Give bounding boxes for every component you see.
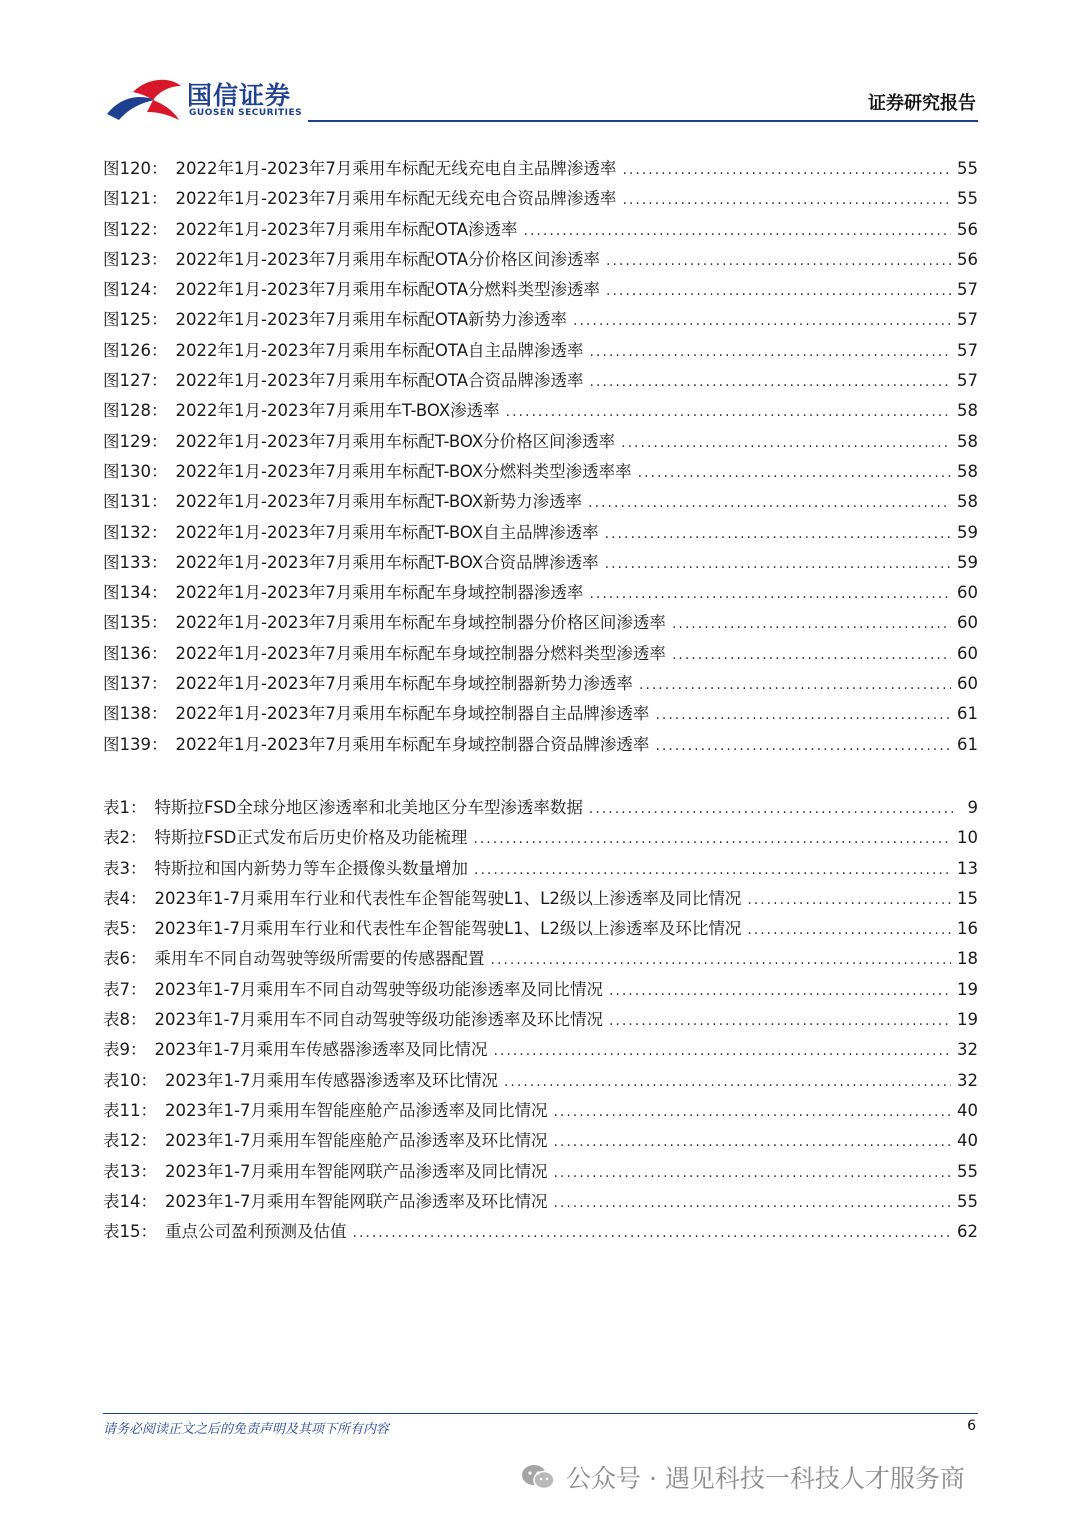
dot-leader [589,794,954,824]
dot-leader [605,519,951,549]
toc-entry-title: 2022年1月-2023年7月乘用车标配车身域控制器分价格区间渗透率 [175,613,666,633]
toc-entry-label: 表3： [103,858,147,878]
toc-entry-page: 61 [957,704,978,724]
toc-entry-page: 58 [957,492,978,512]
toc-entry-label: 图132： [103,522,168,542]
figure-toc-entry[interactable] [103,366,978,396]
toc-entry-label: 表5： [103,919,147,939]
toc-entry-page: 57 [957,280,978,300]
toc-entry-page: 55 [957,189,978,209]
toc-entry-label: 图123： [103,249,168,269]
toc-entry-label: 表4： [103,888,147,908]
figure-toc-entry[interactable] [103,154,978,184]
toc-entry-label: 图135： [103,613,168,633]
dot-leader [672,609,951,639]
figure-toc-entry[interactable] [103,215,978,245]
dot-leader [606,246,951,276]
report-type-label: 证券研究报告 [868,93,976,114]
toc-entry-title: 2022年1月-2023年7月乘用车标配T-BOX分价格区间渗透率 [175,431,616,451]
toc-entry-label: 图133： [103,552,168,572]
dot-leader [553,1097,951,1127]
toc-entry-label: 图121： [103,189,168,209]
figure-toc-entry[interactable] [103,518,978,548]
toc-entry-label: 图134： [103,583,168,603]
toc-entry-page: 32 [957,1070,978,1090]
table-toc-entry[interactable] [103,793,978,823]
figure-list [103,154,978,760]
toc-entry-title: 2023年1-7月乘用车智能座舱产品渗透率及环比情况 [165,1131,548,1151]
dot-leader [655,731,951,761]
toc-entry-page: 58 [957,431,978,451]
table-toc-entry[interactable] [103,1126,978,1156]
toc-entry-title: 2022年1月-2023年7月乘用车标配OTA分燃料类型渗透率 [175,280,601,300]
toc-entry-title: 2022年1月-2023年7月乘用车标配车身域控制器新势力渗透率 [175,674,633,694]
figure-toc-entry[interactable] [103,669,978,699]
table-toc-entry[interactable] [103,975,978,1005]
toc-entry-page: 60 [957,583,978,603]
toc-entry-title: 特斯拉FSD正式发布后历史价格及功能梳理 [154,828,468,848]
toc-entry-page: 58 [957,401,978,421]
toc-entry-page: 55 [957,1161,978,1181]
guosen-logo-mark-icon [103,74,183,124]
wechat-icon [520,1463,556,1491]
toc-entry-title: 2022年1月-2023年7月乘用车标配OTA渗透率 [175,219,518,239]
table-toc-entry[interactable] [103,1217,978,1247]
toc-entry-label: 图138： [103,704,168,724]
toc-entry-title: 2023年1-7月乘用车行业和代表性车企智能驾驶L1、L2级以上渗透率及同比情况 [154,888,742,908]
toc-entry-page: 18 [957,949,978,969]
toc-entry-page: 55 [957,1191,978,1211]
toc-entry-title: 2022年1月-2023年7月乘用车标配无线充电自主品牌渗透率 [175,159,617,178]
toc-entry-label: 表6： [103,949,147,969]
toc-entry-title: 2022年1月-2023年7月乘用车标配OTA合资品牌渗透率 [175,371,584,391]
figure-toc-entry[interactable] [103,578,978,608]
toc-entry-page: 57 [957,310,978,330]
toc-entry-label: 图131： [103,492,168,512]
toc-entry-page: 60 [957,643,978,663]
toc-entry-title: 2023年1-7月乘用车智能网联产品渗透率及环比情况 [165,1191,548,1211]
toc-entry-title: 特斯拉和国内新势力等车企摄像头数量增加 [154,858,468,878]
dot-leader [590,337,951,367]
toc-entry-title: 重点公司盈利预测及估值 [165,1222,347,1242]
page-header [0,0,1080,130]
figure-toc-entry[interactable] [103,396,978,426]
toc-entry-page: 40 [957,1100,978,1120]
figure-toc-entry[interactable] [103,184,978,214]
table-toc-entry[interactable] [103,823,978,853]
figure-toc-entry[interactable] [103,427,978,457]
toc-entry-title: 2022年1月-2023年7月乘用车标配OTA新势力渗透率 [175,310,568,330]
watermark-text: 公众号 · 遇见科技一科技人才服务商 [566,1464,965,1493]
dot-leader [524,216,951,246]
toc-entry-page: 55 [957,159,978,178]
toc-entry-page: 32 [957,1040,978,1060]
table-toc-entry[interactable] [103,1096,978,1126]
figure-toc-entry[interactable] [103,305,978,335]
toc-entry-title: 2022年1月-2023年7月乘用车T-BOX渗透率 [175,401,500,421]
toc-entry-label: 表10： [103,1070,157,1090]
toc-entry-page: 40 [957,1131,978,1151]
table-toc-entry[interactable] [103,1035,978,1065]
toc-entry-title: 2023年1-7月乘用车传感器渗透率及同比情况 [154,1040,488,1060]
toc-entry-title: 2023年1-7月乘用车不同自动驾驶等级功能渗透率及同比情况 [154,979,603,999]
dot-leader [621,428,951,458]
dot-leader [747,915,951,945]
wechat-watermark [520,1462,965,1492]
company-name-cn: 国信证券 [187,81,292,110]
dot-leader [672,640,951,670]
toc-entry-label: 表2： [103,828,147,848]
dot-leader [590,367,951,397]
toc-entry-label: 表14： [103,1191,157,1211]
toc-entry-title: 2023年1-7月乘用车传感器渗透率及环比情况 [165,1070,498,1090]
toc-entry-title: 特斯拉FSD全球分地区渗透率和北美地区分车型渗透率数据 [154,798,583,817]
toc-entry-page: 60 [957,613,978,633]
dot-leader [573,306,951,336]
dot-leader [473,824,951,854]
toc-entry-page: 61 [957,734,978,754]
toc-entry-page: 57 [957,371,978,391]
dot-leader [609,976,951,1006]
toc-entry-page: 56 [957,219,978,239]
figure-toc-entry[interactable] [103,245,978,275]
toc-entry-label: 表7： [103,979,147,999]
toc-entry-title: 2022年1月-2023年7月乘用车标配OTA自主品牌渗透率 [175,340,584,360]
toc-entry-page: 15 [957,888,978,908]
figure-toc-entry[interactable] [103,730,978,760]
toc-entry-title: 2022年1月-2023年7月乘用车标配车身域控制器渗透率 [175,583,584,603]
toc-entry-label: 表15： [103,1222,157,1242]
dot-leader [493,1036,951,1066]
figure-toc-entry[interactable] [103,487,978,517]
toc-entry-title: 2023年1-7月乘用车行业和代表性车企智能驾驶L1、L2级以上渗透率及环比情况 [154,919,742,939]
toc-entry-label: 图136： [103,643,168,663]
table-toc-entry[interactable] [103,944,978,974]
dot-leader [606,276,951,306]
table-toc-entry[interactable] [103,1005,978,1035]
toc-entry-page: 13 [957,858,978,878]
toc-entry-label: 图137： [103,674,168,694]
dot-leader [553,1188,951,1218]
toc-entry-label: 图130： [103,461,168,481]
toc-entry-page: 10 [957,828,978,848]
toc-entry-label: 表11： [103,1100,157,1120]
toc-entry-title: 2022年1月-2023年7月乘用车标配T-BOX自主品牌渗透率 [175,522,599,542]
dot-leader [553,1127,951,1157]
figure-toc-entry[interactable] [103,639,978,669]
toc-entry-title: 2022年1月-2023年7月乘用车标配车身域控制器合资品牌渗透率 [175,734,650,754]
toc-entry-label: 图127： [103,371,168,391]
figure-toc-entry[interactable] [103,608,978,638]
toc-entry-label: 表8： [103,1010,147,1030]
toc-entry-title: 2023年1-7月乘用车智能网联产品渗透率及同比情况 [165,1161,548,1181]
toc-entry-title: 乘用车不同自动驾驶等级所需要的传感器配置 [154,949,485,969]
toc-entry-page: 59 [957,522,978,542]
toc-entry-page: 19 [957,1010,978,1030]
toc-entry-title: 2022年1月-2023年7月乘用车标配车身域控制器自主品牌渗透率 [175,704,650,724]
toc-entry-page: 62 [957,1222,978,1242]
figure-toc-entry[interactable] [103,699,978,729]
table-list [103,793,978,1247]
toc-entry-page: 16 [957,919,978,939]
toc-entry-label: 表12： [103,1131,157,1151]
toc-entry-title: 2022年1月-2023年7月乘用车标配T-BOX合资品牌渗透率 [175,552,599,572]
dot-leader [353,1218,952,1248]
dot-leader [655,700,951,730]
figure-toc-entry[interactable] [103,336,978,366]
header-divider [308,120,978,122]
figure-toc-entry[interactable] [103,457,978,487]
table-toc-entry[interactable] [103,1187,978,1217]
table-toc-entry[interactable] [103,1157,978,1187]
guosen-logo [103,74,303,126]
dot-leader [553,1158,951,1188]
dot-leader [622,155,951,185]
dot-leader [747,885,951,915]
dot-leader [639,670,951,700]
toc-entry-title: 2022年1月-2023年7月乘用车标配车身域控制器分燃料类型渗透率 [175,643,666,663]
table-toc-entry[interactable] [103,914,978,944]
toc-entry-label: 表9： [103,1040,147,1060]
toc-entry-page: 19 [957,979,978,999]
toc-entry-label: 图139： [103,734,168,754]
dot-leader [588,488,951,518]
page-number: 6 [967,1418,976,1434]
toc-entry-title: 2022年1月-2023年7月乘用车标配OTA分价格区间渗透率 [175,249,601,269]
toc-entry-label: 图124： [103,280,168,300]
toc-entry-title: 2022年1月-2023年7月乘用车标配T-BOX新势力渗透率 [175,492,583,512]
dot-leader [491,945,952,975]
dot-leader [504,1067,951,1097]
toc-entry-label: 表13： [103,1161,157,1181]
dot-leader [474,855,951,885]
table-toc-entry[interactable] [103,854,978,884]
company-name-en: GUOSEN SECURITIES [189,108,303,118]
toc-entry-page: 58 [957,461,978,481]
disclaimer-text: 请务必阅读正文之后的免责声明及其项下所有内容 [103,1422,390,1437]
toc-entry-label: 图128： [103,401,168,421]
toc-entry-label: 图122： [103,219,168,239]
figure-toc-entry[interactable] [103,548,978,578]
toc-entry-page: 9 [967,798,978,817]
toc-entry-title: 2023年1-7月乘用车智能座舱产品渗透率及同比情况 [165,1100,548,1120]
dot-leader [622,185,951,215]
dot-leader [589,579,951,609]
toc-entry-title: 2022年1月-2023年7月乘用车标配无线充电合资品牌渗透率 [175,189,617,209]
toc-entry-label: 表1： [103,798,147,817]
table-toc-entry[interactable] [103,884,978,914]
toc-entry-label: 图125： [103,310,168,330]
toc-entry-page: 56 [957,249,978,269]
toc-entry-page: 57 [957,340,978,360]
toc-entry-page: 59 [957,552,978,572]
dot-leader [506,397,951,427]
dot-leader [605,549,951,579]
dot-leader [609,1006,951,1036]
toc-entry-label: 图126： [103,340,168,360]
toc-entry-page: 60 [957,674,978,694]
toc-entry-title: 2023年1-7月乘用车不同自动驾驶等级功能渗透率及环比情况 [154,1010,603,1030]
footer-divider [103,1413,978,1414]
figure-toc-entry[interactable] [103,275,978,305]
dot-leader [638,458,951,488]
toc-entry-title: 2022年1月-2023年7月乘用车标配T-BOX分燃料类型渗透率率 [175,461,632,481]
toc-entry-label: 图120： [103,159,168,178]
table-toc-entry[interactable] [103,1066,978,1096]
toc-entry-label: 图129： [103,431,168,451]
